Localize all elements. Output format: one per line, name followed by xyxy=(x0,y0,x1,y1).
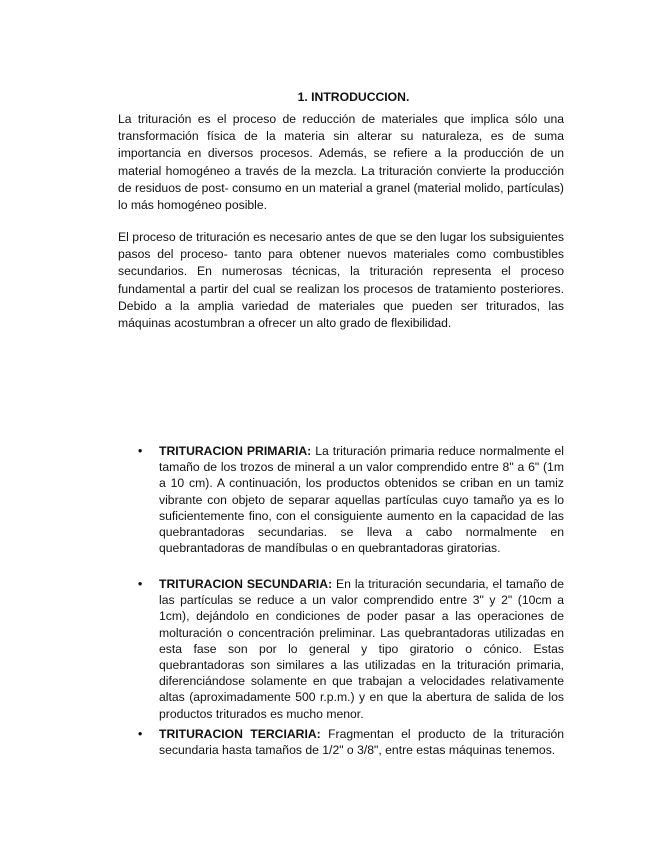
section-title: 1. INTRODUCCION. xyxy=(297,90,410,104)
intro-paragraph-1: La trituración es el proceso de reducción de materiales que implica sólo una transformación física de la materia sin alterar su naturaleza, es de suma importancia en diversos procesos. Además, se refiere a la producción de un material homogéneo a través de la mezcla. La trituración convierte la producción de residuos de post- consumo en un material a granel (material molido, partículas) lo más homogéneo posible. xyxy=(118,112,564,213)
bullet-text: Fragmentan el producto de la trituración secundaria hasta tamaños de 1/2" o 3/8", entre estas máquinas tenemos. xyxy=(159,727,564,758)
bullet-text: La trituración primaria reduce normalmente el tamaño de los trozos de mineral a un valor comprendido entre 8" a 6" (1m a 10 cm). A continuación, los productos obtenidos se criban en un tamiz vibrante con objeto de separar aquellas partículas cuyo tamaño ya es lo suficientemente fino, con el consiguiente aumento en la capacidad de las quebrantadoras secundarias. se lleva a cabo normalmente en quebrantadoras de mandíbulas o en quebrantadoras giratorias. xyxy=(159,444,564,556)
bullet-label: TRITURACION TERCIARIA: xyxy=(159,727,321,741)
bullet-marker: • xyxy=(138,577,143,591)
bullet-label: TRITURACION SECUNDARIA: xyxy=(159,577,333,591)
bullet-item-terciaria xyxy=(138,726,564,758)
bullet-item-secundaria xyxy=(138,576,564,722)
intro-paragraph-2: El proceso de trituración es necesario antes de que se den lugar los subsiguientes pasos del proceso- tanto para obtener nuevos materiales como combustibles secundarios. En numerosas técnicas, la trituración representa el proceso fundamental a partir del cual se realizan los procesos de tratamiento posteriores. Debido a la amplia variedad de materiales que pueden ser triturados, las máquinas acostumbran a ofrecer un alto grado de flexibilidad. xyxy=(118,230,564,331)
bullet-marker: • xyxy=(138,727,143,741)
bullet-item-primaria xyxy=(138,443,564,556)
bullet-label: TRITURACION PRIMARIA: xyxy=(159,444,312,458)
bullet-text: En la trituración secundaria, el tamaño de las partículas se reduce a un valor comprendido entre 3" y 2" (10cm a 1cm), dejándolo en condiciones de poder pasar a las operaciones de molturación o concentración preliminar. Las quebrantadoras utilizadas en esta fase son por lo general y tipo giratorio o cónico. Estas quebrantadoras son similares a las utilizadas en la trituración primaria, diferenciándose solamente en que trabajan a velocidades relativamente altas (aproximadamente 500 r.p.m.) y en que la abertura de salida de los productos triturados es mucho menor. xyxy=(159,577,564,721)
bullet-marker: • xyxy=(138,444,143,458)
